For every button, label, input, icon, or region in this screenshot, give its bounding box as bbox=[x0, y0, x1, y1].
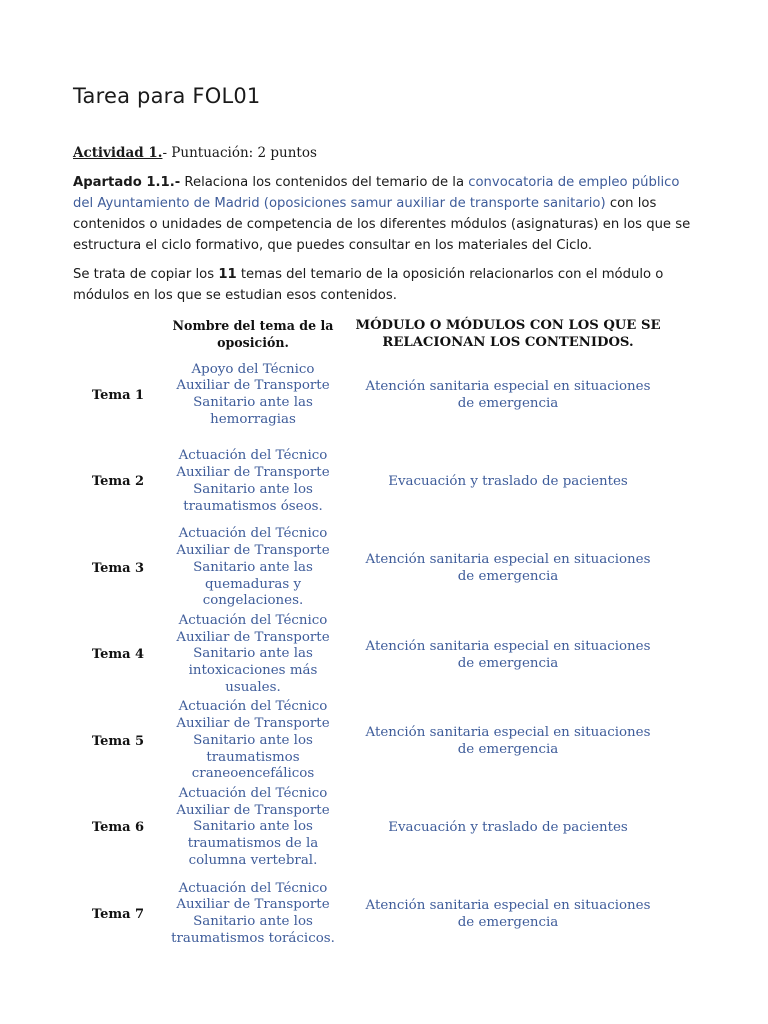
tema-number: Tema 4 bbox=[91, 647, 145, 663]
tema-name bbox=[163, 439, 343, 526]
table-row bbox=[73, 871, 673, 958]
header-tema-name: Nombre del tema de la oposición. bbox=[172, 318, 334, 350]
tema-name bbox=[163, 612, 343, 699]
tema-number: Tema 2 bbox=[91, 474, 145, 490]
tema-module-text: Atención sanitaria especial en situaciones de emergencia bbox=[365, 552, 651, 585]
temas-table bbox=[73, 316, 673, 958]
tema-number: Tema 5 bbox=[91, 733, 145, 749]
header-blank bbox=[73, 316, 163, 352]
tema-module bbox=[343, 871, 673, 958]
activity-heading bbox=[73, 145, 317, 161]
instructions-text-before: Relaciona los contenidos del temario de la bbox=[180, 175, 469, 190]
tema-module-text: Evacuación y traslado de pacientes bbox=[388, 820, 628, 836]
tema-module bbox=[343, 785, 673, 872]
tema-name-text: Actuación del Técnico Auxiliar de Transporte Sanitario ante las intoxicaciones más usuales. bbox=[176, 612, 330, 695]
tema-name-text: Apoyo del Técnico Auxiliar de Transporte Sanitario ante las hemorragias bbox=[176, 361, 330, 428]
tema-name-text: Actuación del Técnico Auxiliar de Transporte Sanitario ante los traumatismos óseos. bbox=[176, 448, 330, 514]
task-text-before: Se trata de copiar los bbox=[73, 267, 219, 282]
activity-label: Actividad 1. bbox=[73, 145, 163, 161]
header-module: MÓDULO O MÓDULOS CON LOS QUE SE RELACIONAN LOS CONTENIDOS. bbox=[355, 318, 661, 350]
table-row bbox=[73, 785, 673, 872]
table-header-row bbox=[73, 316, 673, 352]
tema-module-text: Atención sanitaria especial en situaciones de emergencia bbox=[365, 638, 651, 671]
tema-number: Tema 6 bbox=[91, 820, 145, 836]
convocatoria-link[interactable]: convocatoria de empleo público del Ayuntamiento de Madrid (oposiciones samur auxiliar de transporte sanitario) bbox=[73, 175, 680, 211]
tema-name-text: Actuación del Técnico Auxiliar de Transporte Sanitario ante los traumatismos de la columna vertebral. bbox=[176, 785, 330, 868]
table-row bbox=[73, 439, 673, 526]
tema-module bbox=[343, 352, 673, 439]
task-count: 11 bbox=[218, 267, 237, 282]
tema-name-text: Actuación del Técnico Auxiliar de Transporte Sanitario ante los traumatismos torácicos. bbox=[171, 880, 335, 947]
tema-module-text: Atención sanitaria especial en situaciones de emergencia bbox=[365, 379, 651, 412]
section-label: Apartado 1.1.- bbox=[73, 175, 181, 190]
tema-name-text: Actuación del Técnico Auxiliar de Transporte Sanitario ante los traumatismos craneoencefálicos bbox=[176, 699, 330, 782]
tema-module bbox=[343, 612, 673, 699]
tema-module-text: Atención sanitaria especial en situaciones de emergencia bbox=[365, 725, 651, 758]
tema-number: Tema 7 bbox=[91, 906, 145, 922]
task-text-after: temas del temario de la oposición relacionarlos con el módulo o módulos en los que se estudian esos contenidos. bbox=[73, 267, 664, 303]
tema-name bbox=[163, 871, 343, 958]
tema-module bbox=[343, 439, 673, 526]
tema-name bbox=[163, 525, 343, 612]
instructions-text-after: con los contenidos o unidades de competencia de los diferentes módulos (asignaturas) en los que se estructura el ciclo formativo, que puedes consultar en los materiales del Ciclo. bbox=[73, 196, 691, 253]
tema-module bbox=[343, 698, 673, 785]
tema-module-text: Evacuación y traslado de pacientes bbox=[388, 474, 628, 490]
tema-name bbox=[163, 785, 343, 872]
tema-number: Tema 3 bbox=[91, 560, 145, 576]
tema-number: Tema 1 bbox=[91, 387, 145, 403]
table-row bbox=[73, 612, 673, 699]
tema-name bbox=[163, 698, 343, 785]
tema-name bbox=[163, 352, 343, 439]
tema-name-text: Actuación del Técnico Auxiliar de Transporte Sanitario ante las quemaduras y congelaciones. bbox=[176, 526, 330, 609]
table-row bbox=[73, 525, 673, 612]
tema-module bbox=[343, 525, 673, 612]
task-description bbox=[73, 264, 698, 306]
activity-score: - Puntuación: 2 puntos bbox=[162, 145, 317, 161]
instructions-paragraph bbox=[73, 172, 698, 256]
tema-module-text: Atención sanitaria especial en situaciones de emergencia bbox=[365, 898, 651, 931]
table-row bbox=[73, 698, 673, 785]
page-title: Tarea para FOL01 bbox=[73, 84, 261, 108]
table-row bbox=[73, 352, 673, 439]
